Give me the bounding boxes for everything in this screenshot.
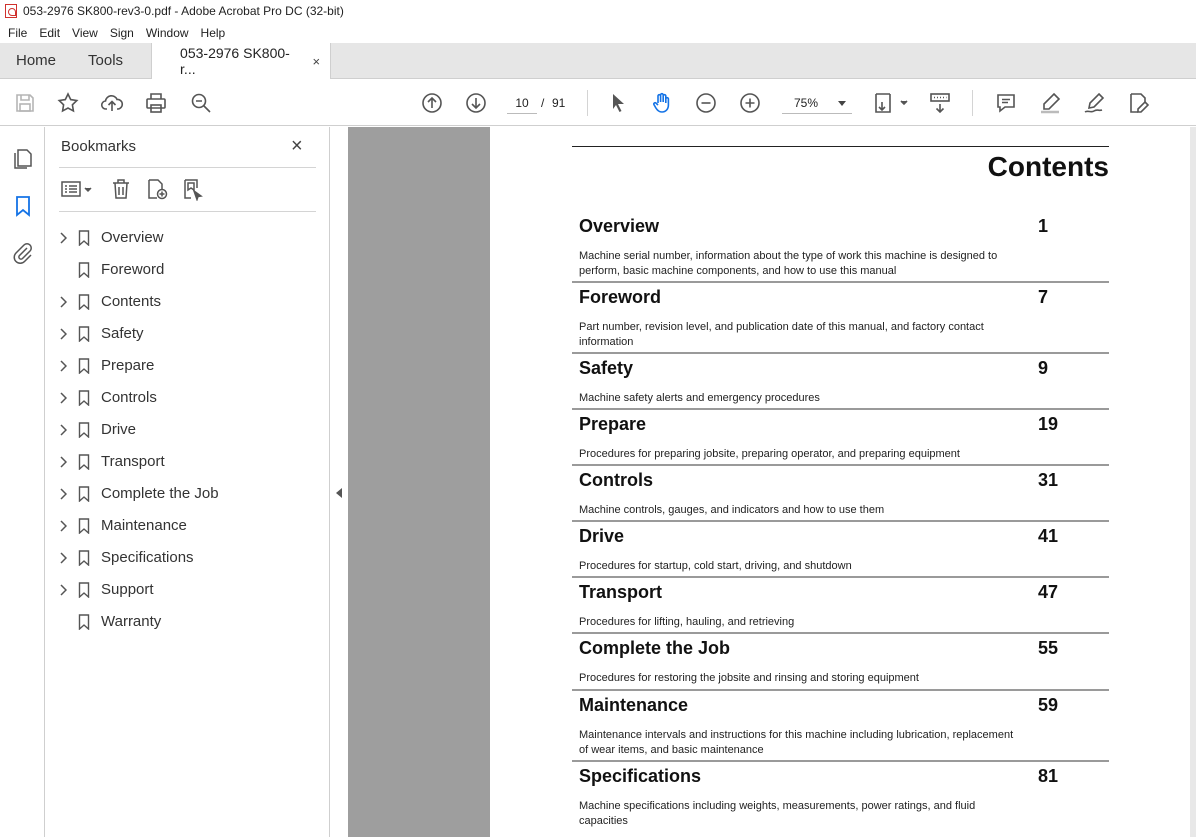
bookmark-label: Safety bbox=[101, 325, 144, 342]
toc-entry[interactable] bbox=[572, 762, 1109, 833]
toc-entry-title: Safety bbox=[579, 358, 634, 378]
bookmark-icon bbox=[78, 262, 90, 278]
bookmark-item[interactable] bbox=[45, 382, 329, 414]
comment-button[interactable] bbox=[993, 91, 1019, 115]
page-separator: / bbox=[541, 96, 545, 110]
arrow-up-circle-icon bbox=[420, 91, 444, 115]
bookmark-item[interactable] bbox=[45, 510, 329, 542]
tab-close-button[interactable]: × bbox=[312, 53, 321, 69]
acrobat-pdf-icon bbox=[5, 4, 17, 18]
cloud-upload-icon bbox=[100, 91, 124, 115]
toc-entry-page: 19 bbox=[1038, 414, 1059, 434]
main-toolbar bbox=[0, 80, 1196, 126]
tab-bar bbox=[0, 43, 1196, 79]
bookmark-item[interactable] bbox=[45, 286, 329, 318]
title-bar bbox=[0, 0, 1196, 22]
menu-file[interactable]: File bbox=[8, 25, 28, 40]
page-number-input[interactable]: 10 bbox=[507, 92, 537, 114]
pdf-page bbox=[490, 127, 1190, 837]
divider bbox=[59, 211, 316, 212]
toc-entry-page: 59 bbox=[1038, 695, 1059, 715]
toc-entry-page: 41 bbox=[1038, 526, 1059, 546]
upload-cloud-button[interactable] bbox=[99, 91, 125, 115]
toc-entry-title: Transport bbox=[579, 582, 663, 602]
bookmarks-panel-icon[interactable] bbox=[11, 194, 35, 218]
toc-entry-title: Overview bbox=[579, 216, 660, 236]
bookmark-label: Maintenance bbox=[101, 517, 187, 534]
bookmarks-close-button[interactable]: × bbox=[291, 135, 303, 157]
bookmark-label: Complete the Job bbox=[101, 485, 219, 502]
next-page-button[interactable] bbox=[463, 91, 489, 115]
bookmark-icon bbox=[78, 582, 90, 598]
hand-icon bbox=[650, 91, 674, 115]
toc-entry[interactable] bbox=[572, 283, 1109, 354]
delete-bookmark-icon[interactable] bbox=[109, 177, 133, 201]
bookmark-label: Drive bbox=[101, 421, 137, 438]
divider bbox=[59, 167, 316, 168]
bookmark-label: Transport bbox=[101, 453, 165, 470]
bookmark-label: Specifications bbox=[101, 549, 194, 566]
page-fit-button[interactable] bbox=[873, 91, 911, 115]
previous-page-button[interactable] bbox=[419, 91, 445, 115]
menu-bar bbox=[0, 22, 1196, 43]
table-of-contents bbox=[572, 212, 1109, 833]
chevron-right-icon[interactable] bbox=[59, 456, 67, 468]
pen-draw-icon bbox=[1082, 91, 1106, 115]
bookmark-item[interactable] bbox=[45, 478, 329, 510]
bookmark-tree bbox=[45, 222, 329, 638]
zoom-level-select[interactable] bbox=[782, 92, 852, 114]
bookmark-icon bbox=[78, 230, 90, 246]
toc-entry-title: Maintenance bbox=[579, 695, 689, 715]
toc-entry[interactable] bbox=[572, 691, 1109, 762]
chevron-right-icon[interactable] bbox=[59, 360, 67, 372]
comment-icon bbox=[994, 91, 1018, 115]
zoom-out-button[interactable] bbox=[693, 91, 719, 115]
save-icon bbox=[13, 91, 37, 115]
toolbar-divider bbox=[587, 90, 588, 116]
fill-sign-button[interactable] bbox=[1125, 91, 1151, 115]
toc-entry-title: Controls bbox=[579, 470, 653, 490]
toc-entry[interactable] bbox=[572, 212, 1109, 283]
toc-entry-title: Drive bbox=[579, 526, 625, 546]
bookmarks-title: Bookmarks bbox=[61, 138, 137, 155]
star-icon bbox=[56, 91, 80, 115]
bookmark-label: Controls bbox=[101, 389, 157, 406]
bookmark-item[interactable] bbox=[45, 446, 329, 478]
bookmark-icon bbox=[78, 390, 90, 406]
menu-sign[interactable]: Sign bbox=[109, 25, 134, 40]
toc-entry[interactable] bbox=[572, 578, 1109, 634]
collapse-panel-arrow-icon[interactable] bbox=[336, 488, 342, 498]
highlight-button[interactable] bbox=[1037, 91, 1063, 115]
toc-entry[interactable] bbox=[572, 466, 1109, 522]
toc-entry[interactable] bbox=[572, 354, 1109, 410]
tab-home[interactable]: Home bbox=[16, 52, 57, 69]
tab-tools[interactable]: Tools bbox=[88, 52, 124, 69]
print-button[interactable] bbox=[143, 91, 169, 115]
cursor-arrow-icon bbox=[606, 91, 630, 115]
toc-entry-page: 47 bbox=[1038, 582, 1059, 602]
draw-button[interactable] bbox=[1081, 91, 1107, 115]
toc-entry-page: 7 bbox=[1038, 287, 1049, 307]
select-tool-button[interactable] bbox=[605, 91, 631, 115]
printer-icon bbox=[144, 91, 168, 115]
bookmark-label: Contents bbox=[101, 293, 162, 310]
find-button[interactable] bbox=[188, 91, 214, 115]
search-zoom-icon bbox=[189, 91, 213, 115]
keyboard-scroll-icon bbox=[928, 91, 952, 115]
bookmark-icon bbox=[78, 518, 90, 534]
toc-entry[interactable] bbox=[572, 522, 1109, 578]
toc-entry[interactable] bbox=[572, 634, 1109, 691]
bookmark-label: Support bbox=[101, 581, 154, 598]
chevron-right-icon[interactable] bbox=[59, 232, 67, 244]
bookmark-icon bbox=[78, 550, 90, 566]
bookmark-label: Overview bbox=[101, 229, 164, 246]
toc-entry-title: Prepare bbox=[579, 414, 647, 434]
navigation-rail bbox=[0, 127, 45, 837]
favorite-button[interactable] bbox=[55, 91, 81, 115]
bookmark-icon bbox=[78, 294, 90, 310]
toc-entry-description: Part number, revision level, and publication date of this manual, and factory contact information bbox=[579, 321, 984, 348]
chevron-right-icon[interactable] bbox=[59, 424, 67, 436]
toc-entry-title: Foreword bbox=[579, 287, 662, 307]
fit-page-icon bbox=[873, 91, 911, 115]
chevron-down-icon bbox=[838, 101, 846, 106]
bookmark-from-selection-icon[interactable] bbox=[181, 177, 205, 201]
toc-entry-description: Procedures for restoring the jobsite and rinsing and storing equipment bbox=[579, 672, 919, 684]
minus-circle-icon bbox=[694, 91, 718, 115]
bookmark-item[interactable] bbox=[45, 254, 329, 286]
fill-sign-icon bbox=[1126, 91, 1150, 115]
toolbar-divider bbox=[972, 90, 973, 116]
menu-edit[interactable]: Edit bbox=[39, 25, 61, 40]
bookmark-icon bbox=[78, 326, 90, 342]
bookmark-label: Prepare bbox=[101, 357, 155, 374]
window-title: 053-2976 SK800-rev3-0.pdf - Adobe Acrobat Pro DC (32-bit) bbox=[23, 4, 344, 18]
toc-entry-page: 31 bbox=[1038, 470, 1059, 490]
page-total: 91 bbox=[552, 96, 566, 110]
page-thumbnails-icon[interactable] bbox=[11, 147, 35, 171]
bookmark-label: Foreword bbox=[101, 261, 165, 278]
toc-entry-description: Machine serial number, information about the type of work this machine is designed to perform, basic machine components, and how to use this manual bbox=[579, 250, 998, 277]
toc-entry-title: Complete the Job bbox=[579, 638, 731, 658]
bookmark-item[interactable] bbox=[45, 574, 329, 606]
bookmark-options-icon[interactable] bbox=[59, 177, 95, 201]
chevron-right-icon[interactable] bbox=[59, 328, 67, 340]
toc-entry-description: Machine safety alerts and emergency procedures bbox=[579, 392, 820, 404]
bookmark-item[interactable] bbox=[45, 606, 329, 638]
bookmark-item[interactable] bbox=[45, 542, 329, 574]
bookmark-icon bbox=[78, 614, 90, 630]
chevron-right-icon[interactable] bbox=[59, 552, 67, 564]
hand-tool-button[interactable] bbox=[649, 91, 675, 115]
highlighter-pen-icon bbox=[1038, 91, 1062, 115]
attachments-paperclip-icon[interactable] bbox=[11, 241, 35, 265]
arrow-down-circle-icon bbox=[464, 91, 488, 115]
zoom-in-button[interactable] bbox=[737, 91, 763, 115]
toc-entry-page: 55 bbox=[1038, 638, 1059, 658]
chevron-right-icon[interactable] bbox=[59, 392, 67, 404]
save-button[interactable] bbox=[12, 91, 38, 115]
bookmark-label: Warranty bbox=[101, 613, 162, 630]
toc-entry-page: 81 bbox=[1038, 766, 1059, 786]
tab-document-label: 053-2976 SK800-r... bbox=[180, 45, 290, 77]
bookmarks-panel bbox=[45, 127, 329, 837]
page-heading: Contents bbox=[987, 151, 1109, 182]
zoom-level-value: 75% bbox=[794, 96, 819, 110]
menu-help[interactable]: Help bbox=[200, 25, 226, 40]
chevron-right-icon[interactable] bbox=[59, 296, 67, 308]
bookmark-icon bbox=[78, 358, 90, 374]
toc-entry-description: Machine specifications including weights, measurements, power ratings, and fluid capacities bbox=[579, 800, 976, 827]
bookmark-item[interactable] bbox=[45, 222, 329, 254]
toc-entry-description: Procedures for startup, cold start, driving, and shutdown bbox=[579, 560, 852, 572]
toc-entry-page: 1 bbox=[1038, 216, 1049, 236]
tab-document[interactable] bbox=[151, 43, 331, 79]
panel-splitter[interactable] bbox=[329, 127, 348, 837]
bookmark-item[interactable] bbox=[45, 318, 329, 350]
new-bookmark-icon[interactable] bbox=[145, 177, 169, 201]
menu-window[interactable]: Window bbox=[145, 25, 189, 40]
bookmark-icon bbox=[78, 454, 90, 470]
bookmark-icon bbox=[78, 486, 90, 502]
vertical-scrollbar[interactable] bbox=[1190, 127, 1196, 837]
toc-entry-description: Machine controls, gauges, and indicators and how to use them bbox=[579, 504, 885, 516]
toc-entry-page: 9 bbox=[1038, 358, 1049, 378]
heading-rule bbox=[572, 146, 1109, 147]
menu-view[interactable]: View bbox=[72, 25, 98, 40]
chevron-right-icon[interactable] bbox=[59, 488, 67, 500]
plus-circle-icon bbox=[738, 91, 762, 115]
chevron-right-icon[interactable] bbox=[59, 584, 67, 596]
toc-entry-description: Procedures for lifting, hauling, and retrieving bbox=[579, 616, 795, 628]
toc-entry-title: Specifications bbox=[579, 766, 702, 786]
toc-entry-description: Procedures for preparing jobsite, preparing operator, and preparing equipment bbox=[579, 448, 960, 460]
bookmark-item[interactable] bbox=[45, 414, 329, 446]
toc-entry[interactable] bbox=[572, 410, 1109, 466]
toc-entry-description: Maintenance intervals and instructions for this machine including lubrication, replacement of wear items, and basic maintenance bbox=[579, 729, 1014, 756]
bookmark-item[interactable] bbox=[45, 350, 329, 382]
bookmark-icon bbox=[78, 422, 90, 438]
scroll-mode-button[interactable] bbox=[927, 91, 953, 115]
chevron-right-icon[interactable] bbox=[59, 520, 67, 532]
